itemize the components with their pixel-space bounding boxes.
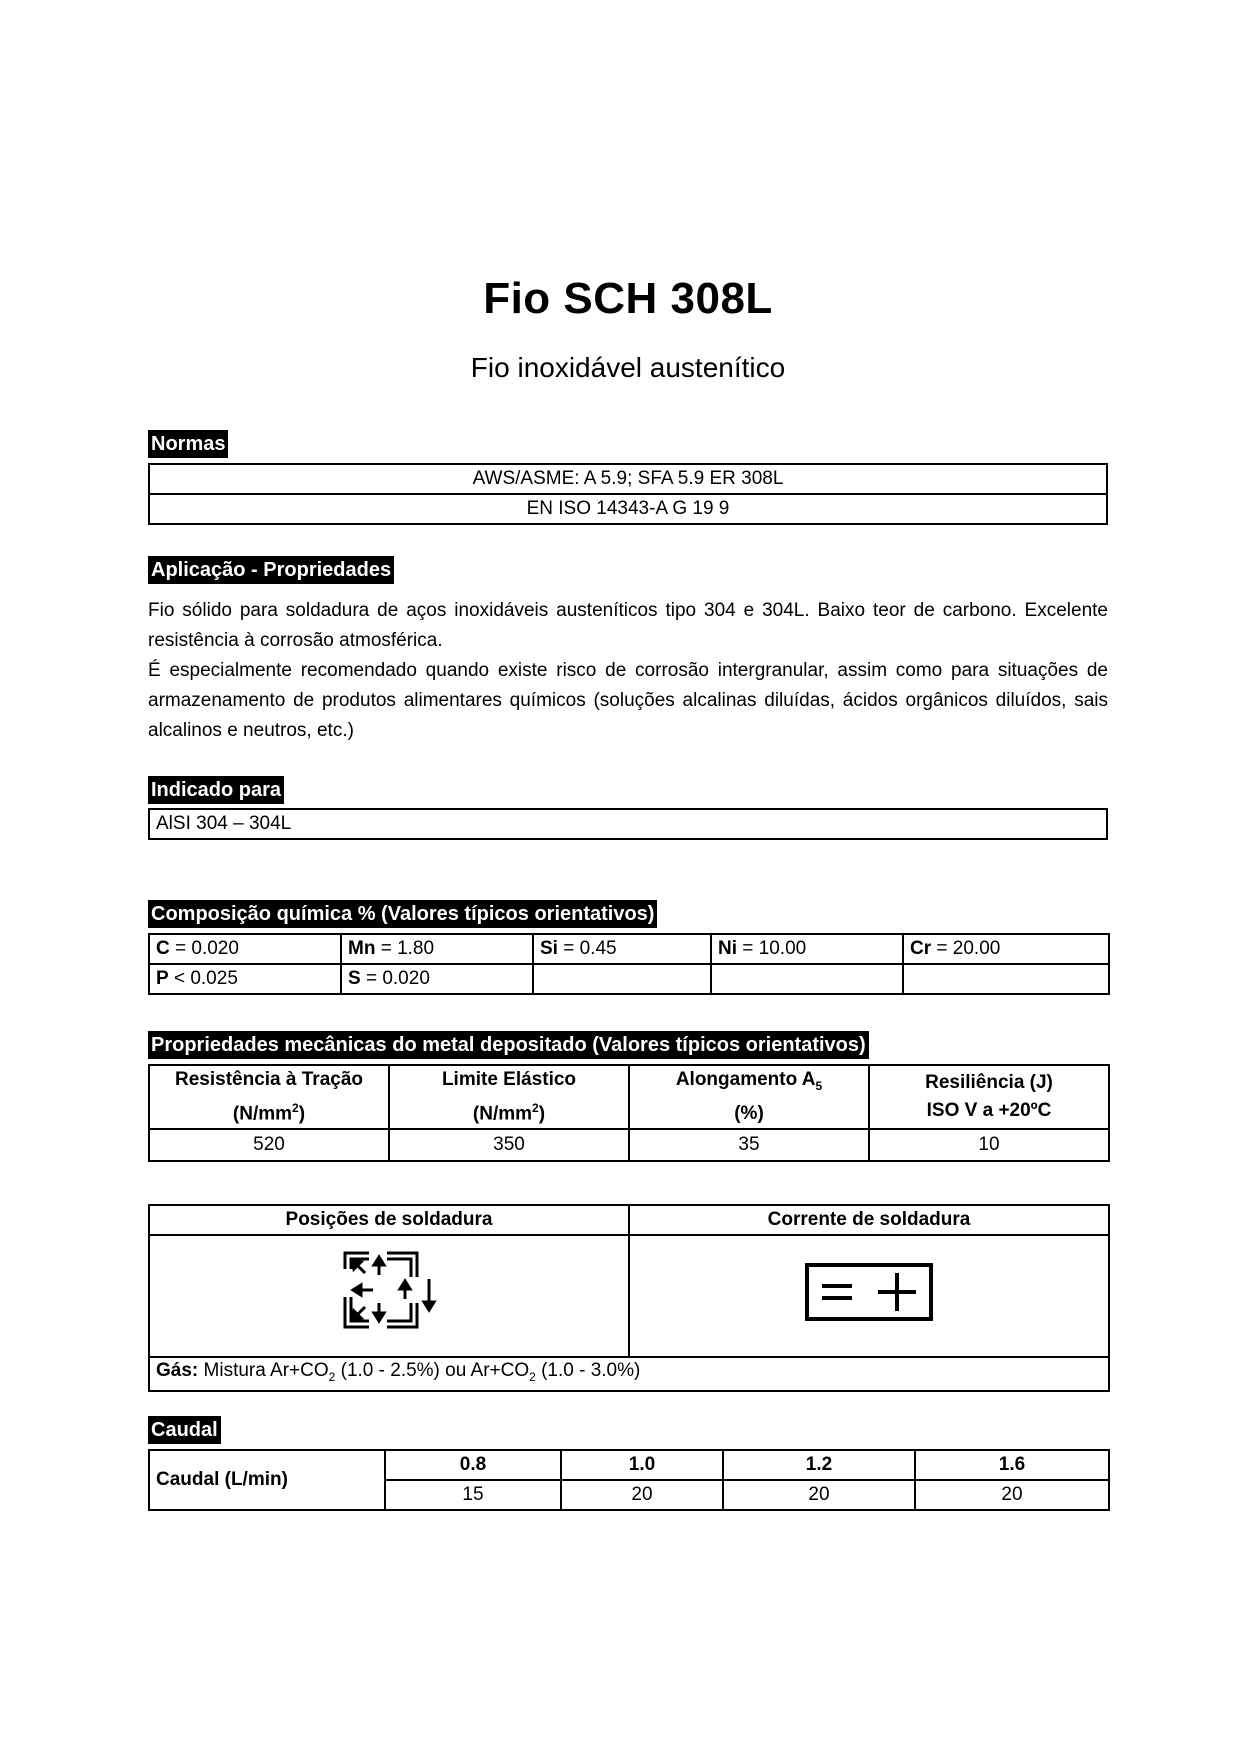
element-value: = 0.45 [557,938,617,959]
header-sub: 5 [815,1079,823,1094]
composicao-cell [533,934,711,964]
composicao-cell [341,964,533,994]
corrente-header: Corrente de soldadura [629,1205,1109,1235]
header-text: Resistência à Tração [175,1069,363,1090]
page-title: Fio SCH 308L [483,274,773,323]
caudal-diameter: 0.8 [385,1450,561,1480]
caudal-diameter: 1.0 [561,1450,723,1480]
element-value: = 0.020 [360,968,430,989]
mecanicas-value: 10 [869,1129,1109,1161]
posicoes-icon-cell [149,1235,629,1357]
mecanicas-value: 35 [629,1129,869,1161]
aplicacao-text [148,596,1108,746]
header-unit-end: ) [538,1103,546,1125]
header-text: Limite Elástico [441,1069,577,1090]
gas-text: (1.0 - 3.0%) [535,1360,641,1381]
mecanicas-header [389,1065,629,1129]
header-unit: (N/mm [232,1103,293,1125]
composicao-cell [711,934,903,964]
element-symbol: Si [540,938,558,959]
aplicacao-paragraph: Fio sólido para soldadura de aços inoxidáveis austeníticos tipo 304 e 304L. Baixo teor de carbono. Excelente resistência à corrosão atmosférica. [148,600,1108,651]
element-symbol: C [156,938,170,959]
gas-sub: 2 [529,1369,536,1384]
gas-text: (1.0 - 2.5%) ou Ar+CO [335,1360,530,1381]
mecanicas-header [629,1065,869,1129]
caudal-diameter: 1.2 [723,1450,915,1480]
section-heading-mecanicas: Propriedades mecânicas do metal depositado (Valores típicos orientativos) [148,1031,869,1059]
normas-row: AWS/ASME: A 5.9; SFA 5.9 ER 308L [149,464,1107,494]
header-text: Resiliência (J) [925,1072,1053,1094]
element-value: = 1.80 [375,938,435,959]
element-symbol: Ni [718,938,737,959]
composicao-cell [149,964,341,994]
normas-table [148,463,1108,525]
caudal-diameter: 1.6 [915,1450,1109,1480]
composicao-table [148,933,1110,995]
section-heading-aplicacao: Aplicação - Propriedades [148,556,394,584]
element-symbol: P [156,968,169,989]
page-subtitle: Fio inoxidável austenítico [470,352,786,383]
composicao-cell [149,934,341,964]
section-heading-caudal: Caudal [148,1416,221,1444]
header-unit: (%) [734,1103,764,1125]
mecanicas-header [869,1065,1109,1129]
gas-text: Mistura Ar+CO [198,1360,329,1381]
mecanicas-header [149,1065,389,1129]
header-unit: (N/mm [472,1103,533,1125]
mecanicas-table [148,1064,1110,1162]
normas-row: EN ISO 14343-A G 19 9 [149,494,1107,524]
caudal-flow: 15 [385,1480,561,1510]
composicao-cell-empty [533,964,711,994]
element-symbol: Cr [910,938,932,959]
indicado-table [148,808,1108,840]
element-symbol: S [348,968,361,989]
corrente-icon-cell [629,1235,1109,1357]
caudal-table [148,1449,1110,1511]
composicao-cell [341,934,533,964]
header-unit: ISO V a +20ºC [926,1100,1052,1122]
element-value: = 10.00 [737,938,807,959]
element-symbol: Mn [348,938,376,959]
composicao-cell-empty [711,964,903,994]
gas-sub: 2 [328,1369,336,1384]
caudal-flow: 20 [561,1480,723,1510]
mecanicas-value: 520 [149,1129,389,1161]
mecanicas-value: 350 [389,1129,629,1161]
gas-label: Gás: [156,1360,199,1381]
section-heading-composicao: Composição química % (Valores típicos orientativos) [148,900,657,928]
gas-row [149,1357,1109,1391]
caudal-row-label: Caudal (L/min) [149,1450,385,1510]
composicao-cell-empty [903,964,1109,994]
indicado-value: AlSI 304 – 304L [149,809,1107,839]
header-sup: 2 [532,1101,539,1115]
header-sup: 2 [292,1101,299,1115]
section-heading-indicado: Indicado para [148,776,284,804]
soldadura-table [148,1204,1110,1392]
aplicacao-paragraph: É especialmente recomendado quando existe risco de corrosão intergranular, assim como para situações de armazenamento de produtos alimentares químicos (soluções alcalinas diluídas, ácidos orgânicos diluídos, sais alcalinos e neutros, etc.) [148,660,1108,741]
welding-positions-icon [339,1247,439,1337]
element-value: = 20.00 [931,938,1001,959]
dc-positive-current-icon [804,1262,934,1322]
header-text: Alongamento A [675,1069,816,1091]
element-value: = 0.020 [169,938,239,959]
element-value: < 0.025 [168,968,238,989]
header-unit-end: ) [298,1103,306,1125]
caudal-flow: 20 [915,1480,1109,1510]
composicao-cell [903,934,1109,964]
section-heading-normas: Normas [148,430,228,458]
posicoes-header: Posições de soldadura [149,1205,629,1235]
caudal-flow: 20 [723,1480,915,1510]
